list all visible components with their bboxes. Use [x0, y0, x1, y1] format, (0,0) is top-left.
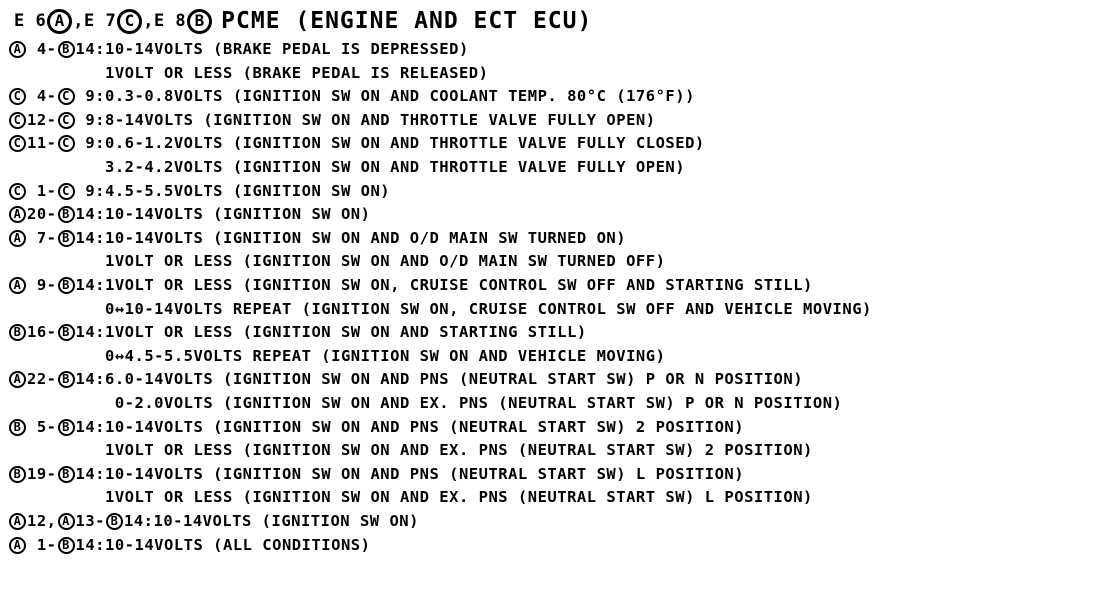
pin-pair-label: [8, 465, 105, 483]
terminal-b-badge: B: [58, 537, 75, 554]
pin-pair-label: [8, 134, 105, 152]
pin-pair-label: [8, 276, 105, 294]
title-connector-3-terminal: B: [187, 9, 212, 34]
terminal-b-badge: B: [58, 41, 75, 58]
page-title: [14, 6, 592, 36]
pin-pair-label: [8, 512, 154, 530]
terminal-a-pin: 1-: [27, 536, 57, 554]
voltage-spec: 0.3-0.8VOLTS (IGNITION SW ON AND COOLANT TEMP. 80°C (176°F)): [105, 87, 695, 105]
terminal-a-badge: A: [9, 513, 26, 530]
terminal-a-pin: 19-: [27, 465, 57, 483]
title-connector-1-sep: ,: [73, 11, 84, 31]
voltage-spec: 10-14VOLTS (IGNITION SW ON): [105, 205, 371, 223]
voltage-spec: 10-14VOLTS (IGNITION SW ON AND PNS (NEUTRAL START SW) 2 POSITION): [105, 418, 745, 436]
terminal-b-badge: C: [58, 88, 75, 105]
terminal-b-badge: B: [58, 419, 75, 436]
terminal-a-pin: 22-: [27, 370, 57, 388]
terminal-a-pin: 12-: [27, 111, 57, 129]
terminal-b-pin: 14:: [75, 229, 105, 247]
terminal-b-pin: 14:: [75, 276, 105, 294]
terminal-b-badge: B: [58, 371, 75, 388]
terminal-a-pin: 11-: [27, 134, 57, 152]
voltage-spec: 1VOLT OR LESS (IGNITION SW ON AND STARTING STILL): [105, 323, 587, 341]
pin-row: [8, 416, 1098, 438]
voltage-spec: 10-14VOLTS (IGNITION SW ON AND O/D MAIN SW TURNED ON): [105, 229, 627, 247]
terminal-a-badge: C: [9, 135, 26, 152]
terminal-b-pin: 14:: [75, 536, 105, 554]
voltage-spec: 10-14VOLTS (IGNITION SW ON AND PNS (NEUTRAL START SW) L POSITION): [105, 465, 745, 483]
pin-row: [8, 38, 1098, 60]
title-connector-3-label: E 8: [153, 11, 187, 31]
terminal-b-pin: 9:: [75, 134, 105, 152]
terminal-b-pin: 9:: [75, 111, 105, 129]
terminal-b-pin: 9:: [75, 87, 105, 105]
pin-row: [8, 368, 1098, 390]
continuation-line: 1VOLT OR LESS (IGNITION SW ON AND O/D MAIN SW TURNED OFF): [105, 252, 666, 270]
pin-pair-label: [8, 418, 105, 436]
terminal-b-badge: B: [106, 513, 123, 530]
pin-row: [8, 463, 1098, 485]
terminal-b-badge: B: [58, 466, 75, 483]
terminal-b-badge: B: [58, 230, 75, 247]
terminal-b-badge: C: [58, 183, 75, 200]
continuation-line: 0↔10-14VOLTS REPEAT (IGNITION SW ON, CRUISE CONTROL SW OFF AND VEHICLE MOVING): [105, 300, 872, 318]
title-connector-2-terminal: C: [117, 9, 142, 34]
pin-row: [8, 180, 1098, 202]
terminal-a-badge: A: [9, 230, 26, 247]
terminal-b-badge: C: [58, 135, 75, 152]
voltage-spec: 10-14VOLTS (ALL CONDITIONS): [105, 536, 371, 554]
continuation-line: 1VOLT OR LESS (IGNITION SW ON AND EX. PNS (NEUTRAL START SW) L POSITION): [105, 488, 813, 506]
terminal-b-pin: 14:: [75, 418, 105, 436]
terminal-a-badge: C: [9, 88, 26, 105]
voltage-spec: 8-14VOLTS (IGNITION SW ON AND THROTTLE VALVE FULLY OPEN): [105, 111, 656, 129]
title-connector-1-terminal: A: [47, 9, 72, 34]
terminal-b-badge: B: [58, 324, 75, 341]
terminal-a-badge: A: [9, 41, 26, 58]
pin-row: [8, 85, 1098, 107]
terminal-a2-badge: A: [58, 513, 75, 530]
pin-pair-label: [8, 111, 105, 129]
terminal-a-badge: A: [9, 537, 26, 554]
pin-pair-label: [8, 370, 105, 388]
pin-row: [8, 274, 1098, 296]
pin-row: [8, 132, 1098, 154]
continuation-line: 0-2.0VOLTS (IGNITION SW ON AND EX. PNS (NEUTRAL START SW) P OR N POSITION): [105, 394, 843, 412]
pin-pair-label: [8, 40, 105, 58]
pin-pair-label: [8, 323, 105, 341]
voltage-spec: 0.6-1.2VOLTS (IGNITION SW ON AND THROTTLE VALVE FULLY CLOSED): [105, 134, 705, 152]
terminal-a-pin: 4-: [27, 40, 57, 58]
terminal-b-pin: 14:: [75, 465, 105, 483]
voltage-spec: 1VOLT OR LESS (IGNITION SW ON, CRUISE CONTROL SW OFF AND STARTING STILL): [105, 276, 813, 294]
terminal-a2-pin: 13-: [75, 512, 105, 530]
pin-pair-label: [8, 229, 105, 247]
continuation-line: 3.2-4.2VOLTS (IGNITION SW ON AND THROTTLE VALVE FULLY OPEN): [105, 158, 686, 176]
terminal-a-pin: 12,: [27, 512, 57, 530]
terminal-a-pin: 4-: [27, 87, 57, 105]
terminal-b-pin: 14:: [75, 205, 105, 223]
terminal-a-pin: 9-: [27, 276, 57, 294]
pin-row: [8, 227, 1098, 249]
pin-row: [8, 321, 1098, 343]
continuation-line: 1VOLT OR LESS (IGNITION SW ON AND EX. PNS (NEUTRAL START SW) 2 POSITION): [105, 441, 813, 459]
pin-row: [8, 203, 1098, 225]
voltage-spec: 6.0-14VOLTS (IGNITION SW ON AND PNS (NEUTRAL START SW) P OR N POSITION): [105, 370, 804, 388]
pin-pair-label: [8, 87, 105, 105]
pin-row: [8, 534, 1098, 556]
terminal-a-pin: 16-: [27, 323, 57, 341]
terminal-a-pin: 7-: [27, 229, 57, 247]
continuation-line: 1VOLT OR LESS (BRAKE PEDAL IS RELEASED): [105, 64, 489, 82]
title-connector-2-sep: ,: [143, 11, 154, 31]
pin-pair-label: [8, 205, 105, 223]
terminal-a-badge: A: [9, 206, 26, 223]
terminal-b-pin: 14:: [124, 512, 154, 530]
pin-pair-label: [8, 536, 105, 554]
pin-pair-label: [8, 182, 105, 200]
title-connector-1-label: E 6: [14, 11, 47, 31]
terminal-a-badge: A: [9, 277, 26, 294]
terminal-b-pin: 14:: [75, 323, 105, 341]
terminal-a-badge: B: [9, 419, 26, 436]
terminal-a-pin: 5-: [27, 418, 57, 436]
voltage-spec: 4.5-5.5VOLTS (IGNITION SW ON): [105, 182, 391, 200]
pin-row: [8, 510, 1098, 532]
terminal-b-badge: B: [58, 277, 75, 294]
terminal-a-pin: 1-: [27, 182, 57, 200]
terminal-b-pin: 14:: [75, 40, 105, 58]
voltage-spec: 10-14VOLTS (BRAKE PEDAL IS DEPRESSED): [105, 40, 469, 58]
terminal-b-badge: C: [58, 112, 75, 129]
terminal-a-badge: A: [9, 371, 26, 388]
terminal-a-badge: C: [9, 183, 26, 200]
continuation-line: 0↔4.5-5.5VOLTS REPEAT (IGNITION SW ON AND VEHICLE MOVING): [105, 347, 666, 365]
terminal-b-pin: 14:: [75, 370, 105, 388]
terminal-a-badge: B: [9, 324, 26, 341]
terminal-b-badge: B: [58, 206, 75, 223]
title-text: PCME (ENGINE AND ECT ECU): [221, 8, 593, 34]
voltage-spec: 10-14VOLTS (IGNITION SW ON): [153, 512, 419, 530]
terminal-a-badge: C: [9, 112, 26, 129]
terminal-a-badge: B: [9, 466, 26, 483]
title-connector-2-label: E 7: [83, 11, 117, 31]
terminal-a-pin: 20-: [27, 205, 57, 223]
terminal-b-pin: 9:: [75, 182, 105, 200]
pin-row: [8, 109, 1098, 131]
